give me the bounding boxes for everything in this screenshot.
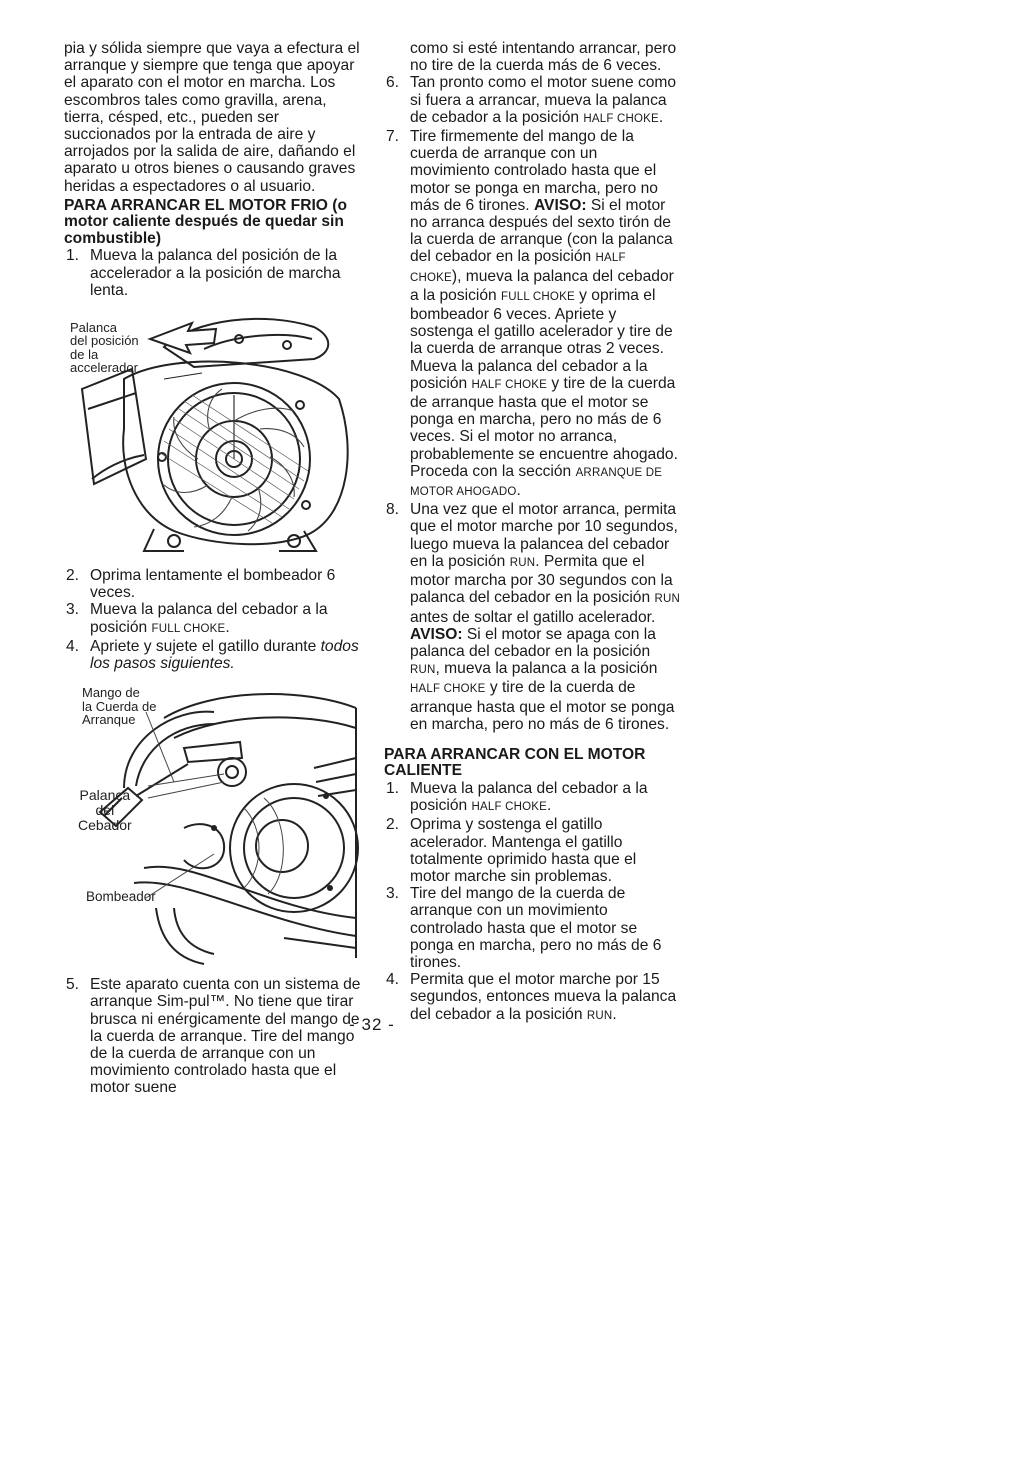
right-column: [384, 40, 680, 1025]
hot-step-3: 3. Tire del mango de la cuerda de arranque con un movimiento controlado hasta que el motor se ponga en marcha, pero no más de 6 tirones.: [386, 885, 662, 971]
step-6: 6. Tan pronto como el motor suene como si fuera a arrancar, mueva la palanca de cebador a la posición HALF CHOKE.: [386, 74, 677, 126]
primer-bulb-label: Bombeador: [86, 889, 156, 905]
intro-paragraph: pia y sólida siempre que vaya a efectura el arranque y siempre que tenga que apoyar el aparato con el motor en marcha. Los escombros tales como gravilla, arena, tierra, césped, etc., pueden ser succionados por la entrada de aire y arrojados por la salida de aire, dañando el aparato u otros bienes o causando graves heridas a espectadores o al usuario.: [64, 40, 360, 195]
step-2: 2. Oprima lentamente el bombeador 6 veces.: [66, 566, 336, 602]
starter-handle-label: Mango de la Cuerda de Arranque: [82, 685, 157, 728]
hot-start-steps: [384, 780, 680, 1025]
step-5-continued: como si esté intentando arrancar, pero no tire de la cuerda más de 6 veces.: [410, 40, 677, 75]
cold-start-steps-a: [64, 247, 364, 299]
left-column: [64, 40, 364, 1097]
cold-start-heading: PARA ARRANCAR EL MOTOR FRIO (o motor caliente después de quedar sin combustible): [64, 196, 347, 247]
page-number: - 32 -: [349, 1015, 395, 1034]
hot-step-4: 4. Permita que el motor marche por 15 segundos, entonces mueva la palanca del cebador a la posición RUN.: [386, 971, 677, 1023]
hot-start-heading: PARA ARRANCAR CON EL MOTOR CALIENTE: [384, 745, 646, 780]
step-8: 8. Una vez que el motor arranca, permita que el motor marche por 10 segundos, luego mueva la palancea del cebador en la posición RUN. Permita que el motor marcha por 30 segundos con la palanca del cebador en la posición RUN antes de soltar el gatillo acelerador. AVISO: Si el motor se apaga con la palanca del cebador en la posición RUN, mueva la palanca a la posición HALF CHOKE y tire de la cuerda de arranque hasta que el motor se ponga en marcha, pero no más de 6 tirones.: [386, 501, 680, 733]
step-1: 1. Mueva la palanca del posición de la accelerador a la posición de marcha lenta.: [66, 247, 341, 299]
step-3: 3. Mueva la palanca del cebador a la posición FULL CHOKE.: [66, 601, 328, 636]
hot-step-1: 1. Mueva la palanca del cebador a la posición HALF CHOKE.: [386, 779, 648, 815]
choke-lever-label: Palanca del Cebador: [78, 787, 132, 834]
figure-starter-controls: [64, 678, 364, 968]
step-4: 4. Apriete y sujete el gatillo durante todos los pasos siguientes.: [66, 637, 359, 672]
throttle-lever-label: Palanca del posición de la accelerador: [70, 319, 139, 376]
step-5: 5. Este aparato cuenta con un sistema de arranque Sim-pul™. No tiene que tirar brusca ni enérgicamente del mango de la cuerda de arranque. Tire del mango de la cuerda de arranque con un movimiento controlado hasta que el motor suene: [66, 976, 361, 1097]
figure-throttle-lever: [64, 309, 364, 559]
hot-step-2: 2. Oprima y sostenga el gatillo acelerador. Mantenga el gatillo totalmente oprimido hasta que el motor marche sin problemas.: [386, 816, 637, 885]
cold-start-steps-b: [64, 567, 364, 672]
cold-start-steps-c: [64, 976, 364, 1096]
step-7: 7. Tire firmemente del mango de la cuerda de arranque con un movimiento controlado hasta que el motor se ponga en marcha, pero no más de 6 tirones. AVISO: Si el motor no arranca después del sexto tirón de la cuerda de arranque (con la palanca del cebador en la posición HALF CHOKE), mueva la palanca del cebador a la posición FULL CHOKE y oprima el bombeador 6 veces. Apriete y sostenga el gatillo acelerador y tire de la cuerda de arranque otras 2 veces. Mueva la palanca del cebador a la posición HALF CHOKE y tire de la cuerda de arranque hasta que el motor se ponga en marcha, pero no más de 6 veces. Si el motor no arranca, probablemente se encuentre ahogado. Proceda con la sección ARRANQUE DE MOTOR AHOGADO.: [386, 128, 678, 500]
cold-start-steps-d: [384, 40, 680, 733]
